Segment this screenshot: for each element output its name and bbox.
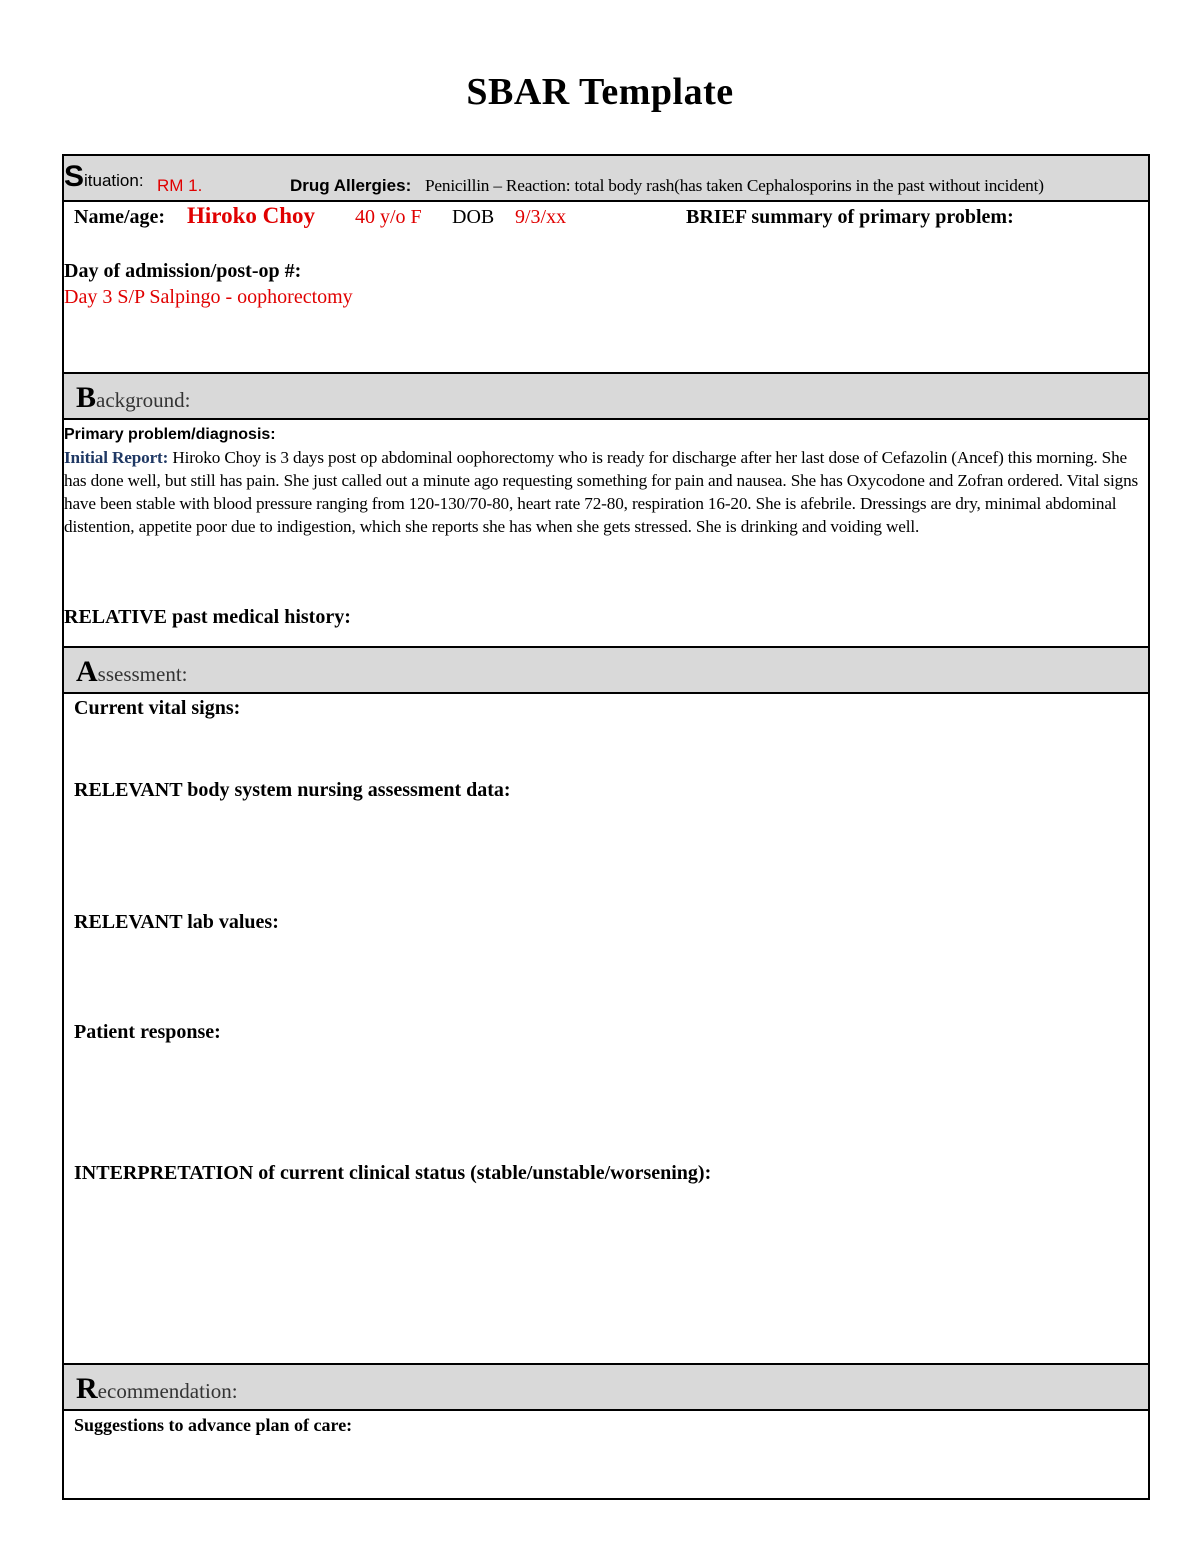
dob-value: 9/3/xx	[515, 206, 567, 228]
background-header	[64, 372, 1148, 420]
assessment-heading-letter: A	[76, 655, 98, 688]
name-age-label: Name/age:	[74, 206, 166, 228]
situation-header	[64, 156, 1148, 202]
document-title: SBAR Template	[466, 71, 734, 113]
background-heading-text: ackground:	[96, 388, 191, 412]
primary-problem-label: Primary problem/diagnosis:	[64, 426, 276, 443]
past-medical-history-label: RELATIVE past medical history:	[64, 606, 351, 628]
situation-heading	[64, 160, 144, 193]
background-heading	[76, 381, 191, 415]
sbar-form	[62, 154, 1150, 1500]
lab-values-label: RELEVANT lab values:	[74, 911, 279, 933]
admission-value: Day 3 S/P Salpingo - oophorectomy	[64, 286, 353, 308]
situation-heading-letter: S	[64, 160, 85, 193]
interpretation-label: INTERPRETATION of current clinical status (stable/unstable/worsening):	[74, 1162, 712, 1184]
initial-report	[64, 446, 1150, 538]
brief-summary-label: BRIEF summary of primary problem:	[686, 206, 1014, 228]
initial-report-label: Initial Report:	[64, 448, 169, 467]
patient-response-label: Patient response:	[74, 1021, 221, 1043]
assessment-heading	[76, 655, 188, 689]
drug-allergies-label: Drug Allergies:	[290, 176, 412, 195]
background-heading-letter: B	[76, 381, 97, 414]
patient-age-sex: 40 y/o F	[355, 206, 422, 228]
recommendation-heading-text: ecommendation:	[97, 1379, 238, 1403]
body-system-assessment-label: RELEVANT body system nursing assessment data:	[74, 779, 511, 801]
room-number: RM 1.	[157, 176, 203, 195]
drug-allergies-value: Penicillin – Reaction: total body rash(has taken Cephalosporins in the past without incident)	[425, 176, 1044, 195]
suggestions-label: Suggestions to advance plan of care:	[74, 1415, 353, 1435]
assessment-heading-text: ssessment:	[97, 662, 188, 686]
patient-name: Hiroko Choy	[187, 203, 316, 228]
admission-label: Day of admission/post-op #:	[64, 260, 302, 282]
recommendation-header	[64, 1363, 1148, 1411]
initial-report-text: Hiroko Choy is 3 days post op abdominal oophorectomy who is ready for discharge after her last dose of Cefazolin (Ancef) this morning. She has done well, but still has pain. She just called out a minute ago requesting something for pain and nausea. She has Oxycodone and Zofran ordered. Vital signs have been stable with blood pressure ranging from 120-130/70-80, heart rate 72-80, respiration 16-20. She is afebrile. Dressings are dry, minimal abdominal distention, appetite poor due to indigestion, which she reports she has when she gets stressed. She is drinking and voiding well.	[64, 448, 1139, 536]
situation-heading-text: ituation:	[84, 171, 144, 190]
dob-label: DOB	[452, 206, 495, 228]
assessment-header	[64, 646, 1148, 694]
vital-signs-label: Current vital signs:	[74, 697, 241, 719]
recommendation-heading	[76, 1372, 238, 1406]
recommendation-heading-letter: R	[76, 1372, 98, 1405]
